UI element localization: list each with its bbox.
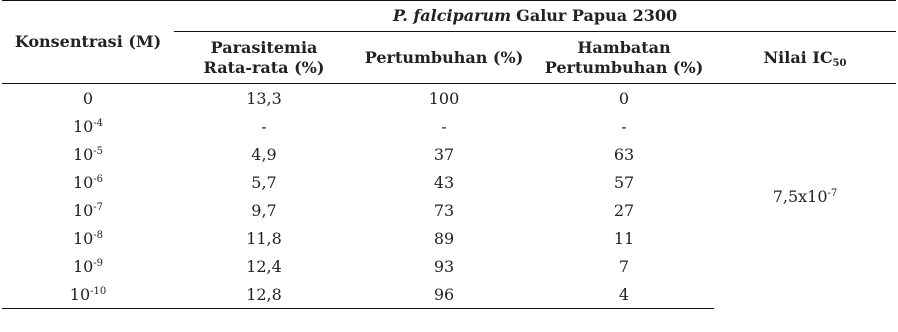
conc-exponent: -5 — [93, 145, 104, 157]
conc-exponent: -6 — [93, 173, 104, 185]
cell-ic50-value — [714, 84, 896, 309]
cell-konsentrasi — [2, 84, 174, 113]
cell-hambatan: - — [621, 116, 627, 136]
ic50-results-table — [2, 0, 896, 309]
conc-exponent: -8 — [93, 229, 104, 241]
ic50-value-base: 7,5x10 — [772, 186, 828, 206]
header-pertumbuhan-label: Pertumbuhan (%) — [364, 47, 524, 67]
header-strain — [174, 1, 896, 32]
cell-parasitemia: 11,8 — [246, 228, 282, 248]
cell-pertumbuhan: 89 — [433, 228, 455, 248]
conc-base: 10 — [72, 228, 94, 248]
header-pertumbuhan — [354, 32, 534, 84]
header-parasitemia-line1: Parasitemia — [210, 37, 318, 57]
cell-pertumbuhan: 100 — [428, 88, 460, 108]
cell-pertumbuhan: 37 — [433, 144, 455, 164]
cell-hambatan: 7 — [618, 256, 630, 276]
header-konsentrasi-label: Konsentrasi (M) — [14, 32, 162, 51]
cell-hambatan: 63 — [613, 144, 635, 164]
cell-hambatan: 11 — [613, 228, 635, 248]
cell-parasitemia: 4,9 — [251, 144, 277, 164]
header-hambatan — [534, 32, 714, 84]
cell-pertumbuhan: 43 — [433, 172, 455, 192]
ic50-value-exponent: -7 — [827, 187, 838, 199]
header-parasitemia-line2: Rata-rata (%) — [203, 57, 325, 77]
header-konsentrasi — [2, 1, 174, 84]
conc-base: 10 — [72, 116, 94, 136]
header-ic50 — [714, 32, 896, 84]
cell-pertumbuhan: 73 — [433, 200, 455, 220]
conc-exponent: -9 — [93, 257, 104, 269]
conc-exponent: -7 — [93, 201, 104, 213]
cell-parasitemia: 12,4 — [246, 256, 282, 276]
cell-parasitemia: 13,3 — [246, 88, 282, 108]
header-hambatan-line1: Hambatan — [577, 37, 671, 57]
strain-species: P. falciparum — [392, 6, 512, 25]
table-row — [2, 84, 896, 113]
header-ic50-sub: 50 — [832, 57, 847, 69]
cell-parasitemia: - — [261, 116, 267, 136]
conc-exponent: -4 — [93, 117, 104, 129]
header-ic50-base: Nilai IC — [763, 47, 833, 67]
header-parasitemia — [174, 32, 354, 84]
cell-konsentrasi — [2, 140, 174, 168]
header-row-top — [2, 1, 896, 32]
cell-hambatan: 27 — [613, 200, 635, 220]
cell-konsentrasi — [2, 168, 174, 196]
conc-base: 10 — [69, 284, 91, 304]
conc-base: 0 — [82, 88, 94, 108]
cell-konsentrasi — [2, 252, 174, 280]
cell-hambatan: 0 — [618, 88, 630, 108]
conc-base: 10 — [72, 172, 94, 192]
conc-base: 10 — [72, 144, 94, 164]
cell-pertumbuhan: 93 — [433, 256, 455, 276]
header-hambatan-line2: Pertumbuhan (%) — [544, 57, 704, 77]
cell-parasitemia: 9,7 — [251, 200, 277, 220]
cell-hambatan: 57 — [613, 172, 635, 192]
cell-konsentrasi — [2, 280, 174, 309]
cell-parasitemia: 12,8 — [174, 280, 354, 309]
conc-exponent: -10 — [90, 285, 107, 297]
cell-parasitemia: 5,7 — [251, 172, 277, 192]
conc-base: 10 — [72, 256, 94, 276]
cell-konsentrasi — [2, 224, 174, 252]
conc-base: 10 — [72, 200, 94, 220]
cell-hambatan: 4 — [534, 280, 714, 309]
strain-name: Galur Papua 2300 — [516, 6, 678, 25]
cell-pertumbuhan: - — [441, 116, 447, 136]
cell-konsentrasi — [2, 196, 174, 224]
cell-pertumbuhan: 96 — [354, 280, 534, 309]
cell-konsentrasi — [2, 112, 174, 140]
table-body — [2, 84, 896, 309]
